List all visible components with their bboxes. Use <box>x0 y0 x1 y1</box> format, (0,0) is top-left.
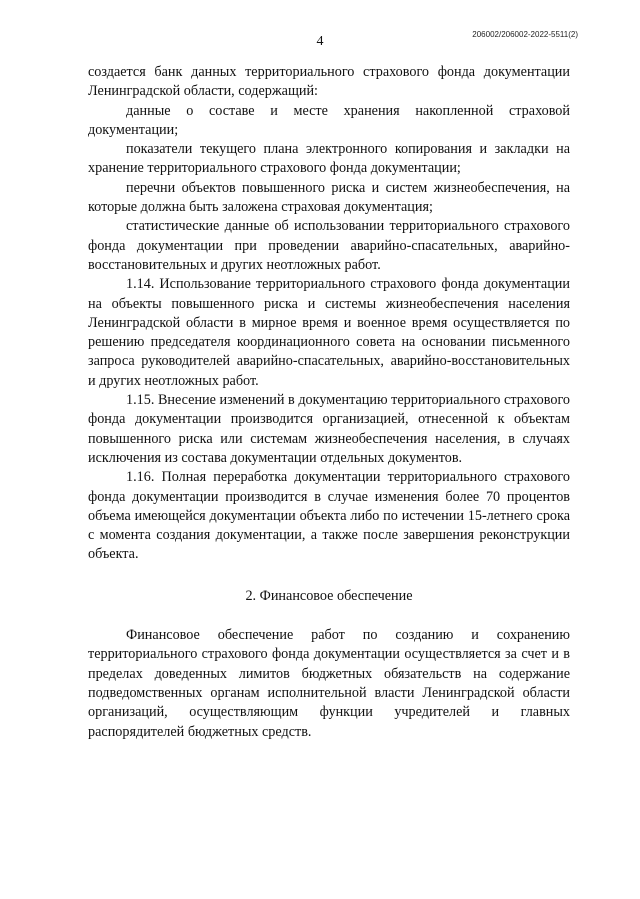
document-registration-number: 206002/206002-2022-5511(2) <box>472 30 578 39</box>
paragraph-databank-item-2: показатели текущего плана электронного копирования и закладки на хранение территориального страхового фонда документации; <box>88 141 570 177</box>
paragraph-clause-1-15: 1.15. Внесение изменений в документацию территориального страхового фонда документации производится организацией, отнесенной к объектам повышенного риска или системам жизнеобеспечения населения, в случаях исключения из состава документации отдельных документов. <box>88 392 570 466</box>
page-number: 4 <box>316 34 324 49</box>
section-heading-financing: 2. Финансовое обеспечение <box>245 587 413 604</box>
paragraph-databank-item-3: перечни объектов повышенного риска и систем жизнеобеспечения, на которые должна быть заложена страховая документация; <box>88 179 570 216</box>
document-body <box>88 63 570 742</box>
paragraph-clause-1-14: 1.14. Использование территориального страхового фонда документации на объекты повышенного риска и системы жизнеобеспечения населения Ленинградской области в мирное время и военное время осуществляется по решению председателя координационного совета на основании письменного запроса руководителей аварийно-спасательных, аварийно-восстановительных и других неотложных работ. <box>88 276 570 389</box>
paragraph-databank-item-4: статистические данные об использовании территориального страхового фонда документации при проведении аварийно-спасательных, аварийно-восстановительных и других неотложных работ. <box>88 218 570 273</box>
paragraph-financing: Финансовое обеспечение работ по созданию и сохранению территориального страхового фонда документации осуществляется за счет и в пределах доведенных лимитов бюджетных обязательств на содержание подведомственных органам исполнительной власти Ленинградской области организаций, осуществляющим функции учредителей и главных распорядителей бюджетных средств. <box>88 627 570 740</box>
paragraph-clause-1-16: 1.16. Полная переработка документации территориального страхового фонда документации производится в случае изменения более 70 процентов объема имеющейся документации объекта либо по истечении 15-летнего срока с момента создания документации, а также после завершения реконструкции объекта. <box>88 469 570 563</box>
paragraph-databank-item-1: данные о составе и месте хранения накопленной страховой документации; <box>88 102 570 138</box>
paragraph-databank-intro: создается банк данных территориального страхового фонда документации Ленинградской области, содержащий: <box>88 64 570 100</box>
